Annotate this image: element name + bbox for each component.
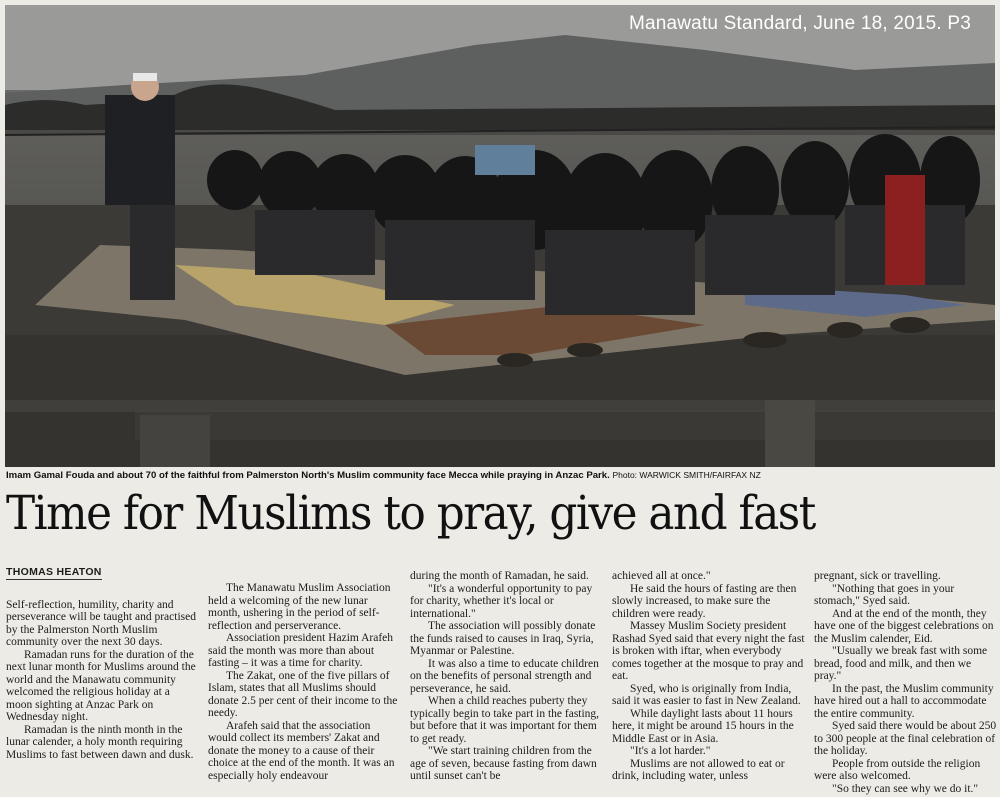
paragraph: Ramadan is the ninth month in the lunar calender, a holy month requiring Muslims to fast between dawn and dusk. [6, 723, 194, 761]
photo-credit: Photo: WARWICK SMITH/FAIRFAX NZ [612, 470, 761, 480]
paragraph: The association will possibly donate the funds raised to causes in Iraq, Syria, Myanmar or Palestine. [410, 620, 596, 657]
article-column-1 [6, 566, 196, 761]
paragraph: "It's a wonderful opportunity to pay for charity, whether it's local or international." [410, 582, 593, 620]
paragraph: When a child reaches puberty they typically begin to take part in the fasting, but before that it was important for them to get ready. [410, 695, 600, 745]
byline: THOMAS HEATON [6, 566, 102, 578]
paragraph: Syed, who is originally from India, said it was easier to fast in New Zealand. [612, 682, 801, 707]
paragraph: "So they can see why we do it." [832, 782, 979, 795]
article-column-5 [814, 570, 1000, 795]
paragraph: Self-reflection, humility, charity and perseverance will be taught and practised by the Palmerston North Muslim community over the next 30 days. [6, 598, 196, 648]
paragraph: Association president Hazim Arafeh said the month was more than about fasting – it was a time for charity. [208, 632, 394, 669]
paragraph: Massey Muslim Society president Rashad Syed said that every night the fast is broken with iftar, when everybody comes together at the mosque to pray and eat. [612, 620, 805, 682]
paragraph: Ramadan runs for the duration of the next lunar month for Muslims around the world and the Manawatu community welcomed the religious holiday at a moon sighting at Anzac Park on Wednesday night. [6, 648, 196, 723]
paragraph: pregnant, sick or travelling. [814, 570, 941, 582]
paragraph: The Manawatu Muslim Association held a welcoming of the new lunar month, ushering in the period of self-reflection and perserverance. [208, 582, 391, 632]
article-column-4 [612, 570, 806, 783]
paragraph: "Nothing that goes in your stomach," Syed said. [814, 582, 955, 607]
photo-caption [6, 470, 996, 481]
paragraph: He said the hours of fasting are then slowly increased, to make sure the children were ready. [612, 582, 797, 620]
paragraph: In the past, the Muslim community have hired out a hall to accommodate the entire community. [814, 682, 994, 720]
paragraph: Arafeh said that the association would collect its members' Zakat and donate the money to a cause of their choice at the end of the month. It was an especially holy endeavour [208, 719, 395, 782]
paragraph: "Usually we break fast with some bread, food and milk, and then we pray." [814, 645, 988, 682]
paragraph: Muslims are not allowed to eat or drink, including water, unless [612, 757, 785, 782]
paragraph: And at the end of the month, they have one of the biggest celebrations on the Muslim calender, Eid. [814, 607, 994, 645]
masthead-label: Manawatu Standard, June 18, 2015. P3 [628, 13, 971, 34]
caption-text: Imam Gamal Fouda and about 70 of the faithful from Palmerston North's Muslim community face Mecca while praying in Anzac Park. [6, 470, 610, 481]
paragraph: The Zakat, one of the five pillars of Islam, states that all Muslims should donate 2.5 per cent of their income to the needy. [208, 669, 398, 719]
headline: Time for Muslims to pray, give and fast [6, 486, 815, 541]
paragraph: People from outside the religion were also welcomed. [814, 757, 981, 782]
paragraph: It was also a time to educate children on the benefits of personal strength and perseverance, he said. [410, 657, 599, 695]
paragraph: "It's a lot harder." [630, 745, 711, 757]
paragraph: "We start training children from the age of seven, because fasting from dawn until sunset can't be [410, 745, 597, 782]
paragraph: While daylight lasts about 11 hours here, it might be around 15 hours in the Middle East or in Asia. [612, 707, 794, 745]
prayer-scene-illustration [5, 5, 995, 467]
paragraph: during the month of Ramadan, he said. [410, 570, 589, 582]
article-column-2 [208, 582, 400, 782]
paragraph: Syed said there would be about 250 to 300 people at the final celebration of the holiday. [814, 720, 997, 757]
news-photo [5, 5, 995, 467]
article-body [6, 566, 998, 796]
article-column-3 [410, 570, 602, 783]
paragraph: achieved all at once." [612, 570, 711, 582]
